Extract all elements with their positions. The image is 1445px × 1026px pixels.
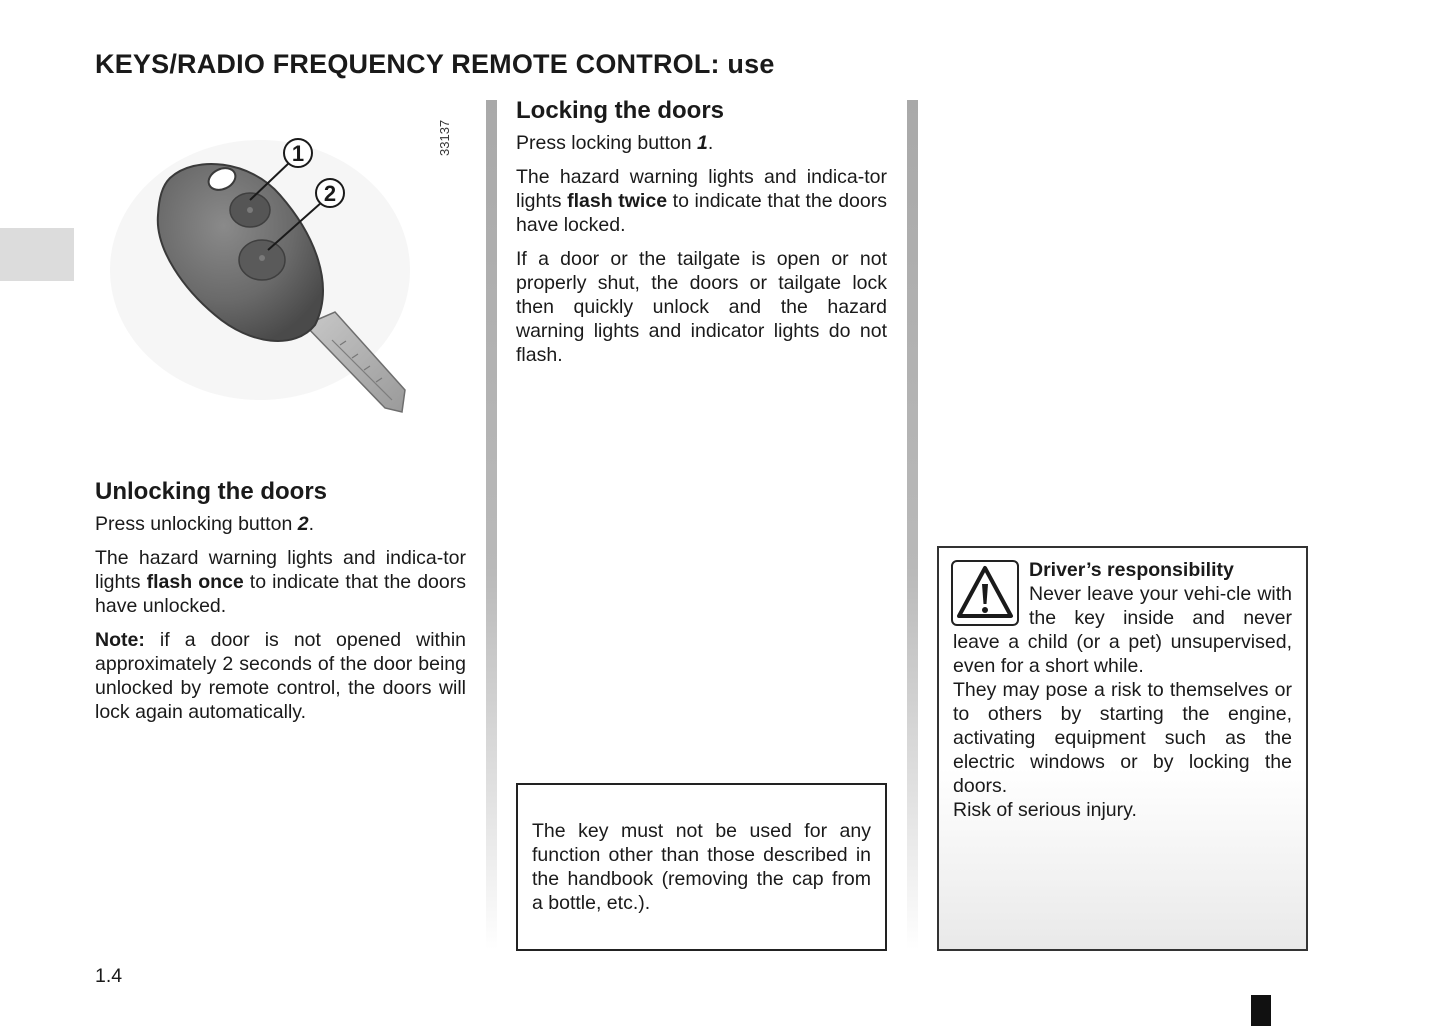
page-title: KEYS/RADIO FREQUENCY REMOTE CONTROL: use [95, 49, 775, 79]
key-usage-warning-text: The key must not be used for any function other than those described in the handbook (removing the cap from a bottle, etc.). [532, 820, 871, 914]
responsibility-para-3: Risk of serious injury. [953, 799, 1137, 821]
remote-key-illustration [100, 100, 470, 450]
chapter-side-tab [0, 228, 74, 281]
unlocking-heading: Unlocking the doors [95, 478, 328, 505]
figure-reference-number: 33137 [437, 119, 452, 156]
locking-lights-text: The hazard warning lights and indica-tor lights flash twice to indicate that the doors have locked. [516, 166, 887, 236]
drivers-responsibility-box [937, 546, 1308, 951]
unlocking-section [95, 478, 466, 734]
unlocking-instruction: Press unlocking button 2. [95, 513, 314, 535]
column-divider-left [486, 100, 497, 950]
responsibility-para-2: They may pose a risk to themselves or to others by starting the engine, activating equipment such as the electric windows or by locking the doors. [953, 679, 1292, 797]
unlocking-lights-text: The hazard warning lights and indica-tor lights flash once to indicate that the doors have unlocked. [95, 547, 466, 617]
button-ref-1: 1 [697, 132, 708, 154]
responsibility-title: Driver’s responsibility [1029, 559, 1234, 581]
button-ref-2: 2 [297, 513, 309, 535]
key-usage-warning-box [516, 783, 887, 951]
responsibility-para-1: Never leave your vehi-cle with the key inside and never leave a child (or a pet) unsupervised, even for a short while. [953, 583, 1292, 677]
note-label: Note: [95, 629, 145, 651]
column-divider-right [907, 100, 918, 950]
warning-triangle-icon [951, 560, 1019, 626]
callout-2-label: 2 [323, 181, 337, 206]
page-number: 1.4 [95, 965, 123, 987]
locking-heading: Locking the doors [516, 97, 725, 124]
callout-1 [284, 139, 312, 167]
locking-tailgate-text: If a door or the tailgate is open or not properly shut, the doors or tailgate lock then quickly unlock and the hazard warning lights and indicator lights do not flash. [516, 248, 887, 366]
unlocking-note: Note: if a door is not opened within approximately 2 seconds of the door being unlocked by remote control, the doors will lock again automatically. [95, 629, 466, 723]
page-edge-marker [1251, 995, 1271, 1026]
locking-section [516, 97, 887, 377]
callout-1-label: 1 [291, 141, 305, 166]
locking-instruction: Press locking button 1. [516, 132, 714, 154]
callout-2 [316, 179, 344, 207]
